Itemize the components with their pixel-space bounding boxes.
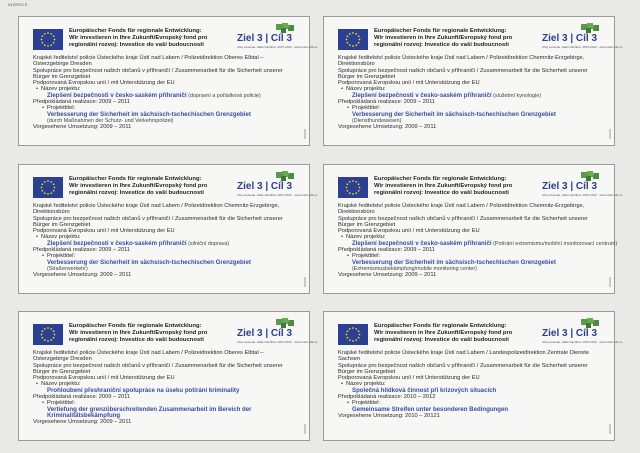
partner-text: Krajské ředitelství policie Ústeckého kraje Ústí nad Labem / Polizeidirektion Chemnitz-Erzgebirge, Direktionsbüro <box>338 55 585 68</box>
eu-support-text: Podporovaná Evropskou unií / mit Unterstützung der EU <box>33 228 175 235</box>
project-desc-de: (Straßenverkehr) <box>47 265 88 272</box>
eu-star-icon <box>54 334 56 336</box>
project-desc-cz: (služební kynologie) <box>493 92 542 99</box>
ziel-title: Ziel 3 | Cíl 3 <box>542 328 598 339</box>
cooperation-text: Spolupráce pro bezpečnost našich občanů v příhraničí / Zusammenarbeit für die Sicherheit unserer Bürger im Grenzgebiet <box>338 215 588 228</box>
fund-line-1: Europäischer Fonds für regionale Entwicklung: <box>374 176 507 182</box>
project-title-label-de: • Projekttitel: <box>33 253 297 259</box>
eu-star-icon <box>352 45 354 47</box>
ziel-subtitle: Ahoj sousede. Hallo Nachbar. 2007-2013 · www.ziel3-cil3.eu <box>237 340 318 344</box>
project-desc-cz: (Potírání extremismu/mobilní monitorovací centrum) <box>493 240 618 247</box>
eu-star-icon <box>53 183 55 185</box>
eu-flag-icon <box>338 177 368 198</box>
project-title-de: Verbesserung der Sicherheit im sächsisch-tschechischen Grenzgebiet <box>47 110 251 118</box>
partner-text: Krajské ředitelství policie Ústeckého kraje Ústí nad Labem / Polizeidirektion Oberes Elbtal – Osterzgebirge Dresden <box>33 350 264 363</box>
project-title-cz: Prohloubení přeshraniční spolupráce na úseku potírání kriminality <box>47 386 240 394</box>
eu-star-icon <box>44 328 46 330</box>
fund-line-3: regionální rozvoj: Investice do vaší budoucnosti <box>374 190 509 197</box>
side-mark <box>304 277 306 287</box>
eu-flag-icon <box>33 29 63 50</box>
project-name-label: • Název projektu: <box>33 86 297 92</box>
ziel3-logo <box>237 170 318 198</box>
efrd-slogan <box>374 28 534 50</box>
page-section-label: INZERCE <box>8 2 28 7</box>
ad-body <box>33 55 297 131</box>
eu-support-text: Podporovaná Evropskou unií / mit Unterstützung der EU <box>33 375 175 382</box>
eu-star-icon <box>352 340 354 342</box>
eu-star-icon <box>53 42 55 44</box>
project-title-label-de: • Projekttitel: <box>338 400 602 406</box>
eu-star-icon <box>346 334 348 336</box>
realization-period-cz: Předpokládaná realizace: 2009 – 2011 <box>338 247 435 254</box>
ad-box-1 <box>18 16 318 146</box>
eu-star-icon <box>349 328 351 330</box>
ad-box-6 <box>323 311 623 441</box>
eu-star-icon <box>358 190 360 192</box>
efrd-slogan <box>69 28 229 50</box>
ad-body <box>338 55 602 131</box>
eu-star-icon <box>358 35 360 37</box>
realization-period-cz: Předpokládaná realizace: 2010 – 2012 <box>338 394 436 401</box>
fund-line-2: Wir investieren in Ihre Zukunft/Evropský fond pro <box>374 35 513 42</box>
partner-text: Krajské ředitelství policie Ústeckého kraje Ústí nad Labem / Polizeidirektion Oberes Elbtal – Osterzgebirge Dresden <box>33 55 264 68</box>
project-title-de: Gemeinsame Streifen unter besonderen Bedingungen <box>352 405 509 413</box>
eu-star-icon <box>358 42 360 44</box>
project-name-label: • Název projektu: <box>33 381 297 387</box>
project-title-label-de: • Projekttitel: <box>33 400 297 406</box>
efrd-slogan <box>69 176 229 198</box>
eu-support-text: Podporovaná Evropskou unií / mit Unterstützung der EU <box>338 80 480 87</box>
project-title-de: Verbesserung der Sicherheit im sächsisch-tschechischen Grenzgebiet <box>352 258 556 266</box>
ad-body <box>33 350 297 426</box>
eu-star-icon <box>355 339 357 341</box>
project-title-cz: Společná hlídková činnost při krizových situacích <box>352 386 497 394</box>
ziel3-logo <box>542 22 623 50</box>
ad-header <box>19 165 318 199</box>
eu-star-icon <box>47 45 49 47</box>
ad-body <box>338 350 602 419</box>
cooperation-text: Spolupráce pro bezpečnost našich občanů v příhraničí / Zusammenarbeit für die Sicherheit unserer Bürger im Grenzgebiet <box>338 67 588 80</box>
cooperation-text: Spolupráce pro bezpečnost našich občanů v příhraničí / Zusammenarbeit für die Sicherheit unserer Bürger im Grenzgebiet <box>33 362 283 375</box>
cooperation-text: Spolupráce pro bezpečnost našich občanů v příhraničí / Zusammenarbeit für die Sicherheit unserer Bürger im Grenzgebiet <box>33 215 283 228</box>
fund-line-2: Wir investieren in Ihre Zukunft/Evropský fond pro <box>69 35 208 42</box>
ad-box-2 <box>323 16 623 146</box>
eu-star-icon <box>41 337 43 339</box>
eu-star-icon <box>47 193 49 195</box>
project-title-de: Verbesserung der Sicherheit im sächsisch-tschechischen Grenzgebiet <box>352 110 556 118</box>
eu-star-icon <box>358 330 360 332</box>
eu-star-icon <box>346 39 348 41</box>
cooperation-text: Spolupráce pro bezpečnost našich občanů v příhraničí / Zusammenarbeit für die Sicherheit unserer Bürger im Grenzgebiet <box>33 67 283 80</box>
ziel-title: Ziel 3 | Cíl 3 <box>237 328 293 339</box>
fund-line-1: Europäischer Fonds für regionale Entwicklung: <box>69 28 202 34</box>
eu-star-icon <box>41 183 43 185</box>
partner-text: Krajské ředitelství policie Ústeckého kraje Ústí nad Labem / Landespolizeidirektion Zentrale Dienste Sachsen <box>338 350 590 363</box>
project-desc-de: (Extremismusbekämpfung/mobile monitoring center) <box>352 265 477 272</box>
eu-flag-icon <box>338 29 368 50</box>
realization-period-cz: Předpokládaná realizace: 2009 – 2011 <box>33 99 130 106</box>
eu-star-icon <box>346 183 348 185</box>
eu-star-icon <box>47 327 49 329</box>
cooperation-text: Spolupráce pro bezpečnost našich občanů v příhraničí / Zusammenarbeit für die Sicherheit unserer Bürger im Grenzgebiet <box>338 362 588 375</box>
ziel-title: Ziel 3 | Cíl 3 <box>237 181 293 192</box>
eu-star-icon <box>349 181 351 183</box>
eu-star-icon <box>50 328 52 330</box>
eu-star-icon <box>41 330 43 332</box>
eu-star-icon <box>355 192 357 194</box>
project-title-label-de: • Projekttitel: <box>338 105 602 111</box>
project-name-de <box>33 407 297 420</box>
ziel3-logo <box>542 317 623 345</box>
ad-header <box>324 312 623 346</box>
realization-period-de: Vorgesehene Umsetzung: 2009 – 2011 <box>33 419 132 426</box>
eu-star-icon <box>41 35 43 37</box>
partner-text: Krajské ředitelství policie Ústeckého kraje Ústí nad Labem / Polizeidirektion Chemnitz-Erzgebirge, Direktionsbüro <box>33 203 280 216</box>
fund-line-2: Wir investieren in Ihre Zukunft/Evropský fond pro <box>69 183 208 190</box>
ad-body <box>33 203 297 279</box>
eu-star-icon <box>359 334 361 336</box>
project-desc-cz: (dopravní a pořádková policie) <box>188 92 261 99</box>
eu-star-icon <box>352 327 354 329</box>
realization-period-cz: Předpokládaná realizace: 2009 – 2011 <box>33 247 130 254</box>
eu-star-icon <box>44 181 46 183</box>
realization-period-de: Vorgesehene Umsetzung: 2009 – 2011 <box>338 124 437 131</box>
fund-line-2: Wir investieren in Ihre Zukunft/Evropský fond pro <box>374 183 513 190</box>
ziel-subtitle: Ahoj sousede. Hallo Nachbar. 2007-2013 · www.ziel3-cil3.eu <box>542 193 623 197</box>
eu-support-text: Podporovaná Evropskou unií / mit Unterstützung der EU <box>338 228 480 235</box>
ziel-title: Ziel 3 | Cíl 3 <box>237 33 293 44</box>
eu-flag-icon <box>33 177 63 198</box>
fund-line-3: regionální rozvoj: Investice do vaší budoucnosti <box>69 42 204 49</box>
eu-star-icon <box>355 33 357 35</box>
eu-star-icon <box>53 337 55 339</box>
project-name-label: • Název projektu: <box>338 86 602 92</box>
efrd-slogan <box>374 176 534 198</box>
eu-star-icon <box>346 187 348 189</box>
side-mark <box>304 129 306 139</box>
project-name-label: • Název projektu: <box>338 381 602 387</box>
eu-star-icon <box>358 337 360 339</box>
fund-line-2: Wir investieren in Ihre Zukunft/Evropský fond pro <box>374 330 513 337</box>
eu-star-icon <box>44 192 46 194</box>
eu-star-icon <box>41 190 43 192</box>
eu-star-icon <box>44 33 46 35</box>
fund-line-2: Wir investieren in Ihre Zukunft/Evropský fond pro <box>69 330 208 337</box>
eu-star-icon <box>346 330 348 332</box>
project-title-cz: Zlepšení bezpečnosti v česko-saském příhraničí <box>352 91 492 99</box>
fund-line-1: Europäischer Fonds für regionale Entwicklung: <box>374 28 507 34</box>
eu-star-icon <box>44 44 46 46</box>
side-mark <box>609 424 611 434</box>
efrd-slogan <box>374 323 534 345</box>
project-desc-de: (Diensthundewesen) <box>352 117 402 124</box>
eu-star-icon <box>50 192 52 194</box>
ad-body <box>338 203 618 279</box>
eu-star-icon <box>349 44 351 46</box>
eu-star-icon <box>53 330 55 332</box>
side-mark <box>304 424 306 434</box>
realization-period-de: Vorgesehene Umsetzung: 2010 – 20121 <box>338 412 440 419</box>
eu-star-icon <box>54 187 56 189</box>
side-mark <box>609 129 611 139</box>
realization-period-cz: Předpokládaná realizace: 2009 – 2011 <box>33 394 130 401</box>
ad-box-5 <box>18 311 318 441</box>
eu-star-icon <box>352 193 354 195</box>
eu-star-icon <box>359 187 361 189</box>
project-desc-cz: (silniční doprava) <box>188 240 230 247</box>
efrd-slogan <box>69 323 229 345</box>
eu-star-icon <box>41 42 43 44</box>
eu-star-icon <box>346 337 348 339</box>
fund-line-3: regionální rozvoj: Investice do vaší budoucnosti <box>374 337 509 344</box>
project-title-de: Verbesserung der Sicherheit im sächsisch-tschechischen Grenzgebiet <box>47 258 251 266</box>
ad-box-4 <box>323 164 623 294</box>
project-desc-de: (durch Maßnahmen der Schutz- und Verkehrspolizei) <box>47 117 174 124</box>
ziel-subtitle: Ahoj sousede. Hallo Nachbar. 2007-2013 · www.ziel3-cil3.eu <box>542 340 623 344</box>
project-title-cz: Zlepšení bezpečnosti v česko-saském příhraničí <box>47 91 187 99</box>
eu-star-icon <box>349 339 351 341</box>
eu-star-icon <box>53 35 55 37</box>
eu-star-icon <box>41 187 43 189</box>
eu-star-icon <box>50 44 52 46</box>
ziel-subtitle: Ahoj sousede. Hallo Nachbar. 2007-2013 · www.ziel3-cil3.eu <box>237 45 318 49</box>
eu-star-icon <box>41 334 43 336</box>
project-title-cz: Zlepšení bezpečnosti v česko-saském příhraničí <box>352 239 492 247</box>
eu-star-icon <box>47 340 49 342</box>
project-title-label-de: • Projekttitel: <box>338 253 602 259</box>
ziel3-logo <box>237 22 318 50</box>
eu-star-icon <box>47 180 49 182</box>
project-title-label-de: • Projekttitel: <box>33 105 297 111</box>
ziel-title: Ziel 3 | Cíl 3 <box>542 33 598 44</box>
eu-star-icon <box>50 339 52 341</box>
project-title-cz: Zlepšení bezpečnosti v česko-saském příhraničí <box>47 239 187 247</box>
project-name-label: • Název projektu: <box>33 234 297 240</box>
fund-line-1: Europäischer Fonds für regionale Entwicklung: <box>374 323 507 329</box>
eu-star-icon <box>346 190 348 192</box>
eu-star-icon <box>53 190 55 192</box>
eu-star-icon <box>355 44 357 46</box>
eu-star-icon <box>50 181 52 183</box>
realization-period-de: Vorgesehene Umsetzung: 2009 – 2011 <box>338 272 437 279</box>
ad-header <box>324 165 623 199</box>
eu-star-icon <box>47 32 49 34</box>
ziel-subtitle: Ahoj sousede. Hallo Nachbar. 2007-2013 · www.ziel3-cil3.eu <box>542 45 623 49</box>
realization-period-cz: Předpokládaná realizace: 2009 – 2011 <box>338 99 435 106</box>
eu-star-icon <box>54 39 56 41</box>
ziel-subtitle: Ahoj sousede. Hallo Nachbar. 2007-2013 · www.ziel3-cil3.eu <box>237 193 318 197</box>
ad-header <box>19 17 318 51</box>
side-mark <box>609 277 611 287</box>
eu-star-icon <box>358 183 360 185</box>
project-title-de: Vertiefung der grenzüberschreitenden Zusammenarbeit im Bereich der Kriminalitätsbekämpfung <box>47 405 252 419</box>
eu-flag-icon <box>33 324 63 345</box>
realization-period-de: Vorgesehene Umsetzung: 2009 – 2011 <box>33 272 132 279</box>
eu-star-icon <box>346 42 348 44</box>
eu-star-icon <box>349 33 351 35</box>
ad-box-3 <box>18 164 318 294</box>
eu-support-text: Podporovaná Evropskou unií / mit Unterstützung der EU <box>338 375 480 382</box>
eu-flag-icon <box>338 324 368 345</box>
ad-header <box>324 17 623 51</box>
fund-line-3: regionální rozvoj: Investice do vaší budoucnosti <box>69 337 204 344</box>
realization-period-de: Vorgesehene Umsetzung: 2009 – 2011 <box>33 124 132 131</box>
eu-star-icon <box>41 39 43 41</box>
fund-line-3: regionální rozvoj: Investice do vaší budoucnosti <box>69 190 204 197</box>
fund-line-3: regionální rozvoj: Investice do vaší budoucnosti <box>374 42 509 49</box>
partner-text: Krajské ředitelství policie Ústeckého kraje Ústí nad Labem / Polizeidirektion Chemnitz-Erzgebirge, Direktionsbüro <box>338 203 585 216</box>
fund-line-1: Europäischer Fonds für regionale Entwicklung: <box>69 323 202 329</box>
project-name-label: • Název projektu: <box>338 234 602 240</box>
ziel3-logo <box>237 317 318 345</box>
eu-star-icon <box>355 181 357 183</box>
ziel-title: Ziel 3 | Cíl 3 <box>542 181 598 192</box>
eu-star-icon <box>355 328 357 330</box>
ad-header <box>19 312 318 346</box>
eu-star-icon <box>349 192 351 194</box>
ziel3-logo <box>542 170 623 198</box>
eu-star-icon <box>44 339 46 341</box>
eu-support-text: Podporovaná Evropskou unií / mit Unterstützung der EU <box>33 80 175 87</box>
fund-line-1: Europäischer Fonds für regionale Entwicklung: <box>69 176 202 182</box>
eu-star-icon <box>352 180 354 182</box>
eu-star-icon <box>50 33 52 35</box>
eu-star-icon <box>346 35 348 37</box>
eu-star-icon <box>352 32 354 34</box>
eu-star-icon <box>359 39 361 41</box>
